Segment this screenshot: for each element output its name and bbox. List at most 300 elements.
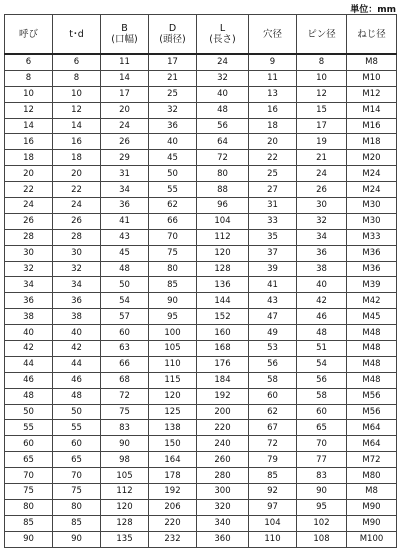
table-cell: 31: [249, 198, 297, 214]
table-cell: M90: [347, 515, 397, 531]
table-cell: 22: [5, 182, 53, 198]
table-cell: 55: [5, 420, 53, 436]
table-cell: 75: [53, 484, 101, 500]
table-row: [5, 86, 397, 102]
table-cell: 12: [297, 86, 347, 102]
table-cell: 38: [53, 309, 101, 325]
table-cell: 24: [53, 198, 101, 214]
table-cell: 24: [101, 118, 149, 134]
table-cell: 45: [101, 245, 149, 261]
table-cell: 8: [53, 70, 101, 86]
table-cell: 80: [197, 166, 249, 182]
table-cell: 176: [197, 356, 249, 372]
table-row: [5, 452, 397, 468]
header-pin-diameter: [297, 15, 347, 55]
table-row: [5, 293, 397, 309]
table-cell: 36: [101, 198, 149, 214]
table-cell: 28: [53, 229, 101, 245]
table-cell: 280: [197, 468, 249, 484]
table-cell: 60: [101, 325, 149, 341]
table-cell: 43: [249, 293, 297, 309]
table-cell: 115: [149, 372, 197, 388]
table-cell: 27: [249, 182, 297, 198]
table-cell: 40: [197, 86, 249, 102]
table-cell: 150: [149, 436, 197, 452]
table-row: [5, 309, 397, 325]
table-cell: 70: [297, 436, 347, 452]
table-cell: 41: [101, 213, 149, 229]
table-cell: 33: [249, 213, 297, 229]
table-cell: M64: [347, 436, 397, 452]
table-cell: 240: [197, 436, 249, 452]
table-cell: 20: [249, 134, 297, 150]
table-row: [5, 213, 397, 229]
table-cell: 70: [5, 468, 53, 484]
table-cell: 75: [5, 484, 53, 500]
table-cell: 16: [53, 134, 101, 150]
table-cell: 50: [5, 404, 53, 420]
table-cell: 18: [53, 150, 101, 166]
table-cell: 160: [197, 325, 249, 341]
table-cell: 85: [149, 277, 197, 293]
table-cell: M20: [347, 150, 397, 166]
table-cell: M10: [347, 70, 397, 86]
table-cell: 14: [5, 118, 53, 134]
table-cell: 34: [5, 277, 53, 293]
table-cell: 300: [197, 484, 249, 500]
table-cell: 42: [5, 341, 53, 357]
table-cell: 80: [53, 499, 101, 515]
table-cell: 64: [197, 134, 249, 150]
table-cell: 55: [53, 420, 101, 436]
table-cell: 48: [101, 261, 149, 277]
table-cell: M33: [347, 229, 397, 245]
table-cell: 47: [249, 309, 297, 325]
table-cell: 60: [53, 436, 101, 452]
table-cell: 40: [297, 277, 347, 293]
table-cell: 206: [149, 499, 197, 515]
table-cell: 56: [297, 372, 347, 388]
table-cell: 20: [5, 166, 53, 182]
table-cell: 90: [149, 293, 197, 309]
table-cell: 53: [249, 341, 297, 357]
table-row: [5, 356, 397, 372]
table-cell: 55: [149, 182, 197, 198]
table-cell: 112: [197, 229, 249, 245]
table-cell: 34: [101, 182, 149, 198]
table-cell: 72: [197, 150, 249, 166]
table-cell: 31: [101, 166, 149, 182]
table-row: [5, 404, 397, 420]
table-cell: 90: [297, 484, 347, 500]
table-cell: 36: [297, 245, 347, 261]
table-cell: M48: [347, 356, 397, 372]
table-cell: 125: [149, 404, 197, 420]
header-sublabel: (口幅): [111, 34, 138, 45]
header-label: 穴径: [262, 28, 282, 40]
table-cell: 136: [197, 277, 249, 293]
table-cell: 152: [197, 309, 249, 325]
table-cell: 43: [101, 229, 149, 245]
table-cell: 108: [297, 531, 347, 547]
table-cell: 9: [249, 54, 297, 70]
table-cell: 32: [297, 213, 347, 229]
table-cell: M36: [347, 245, 397, 261]
table-cell: 42: [297, 293, 347, 309]
table-cell: 62: [249, 404, 297, 420]
table-row: [5, 420, 397, 436]
table-cell: 34: [53, 277, 101, 293]
table-cell: 48: [53, 388, 101, 404]
table-cell: 110: [149, 356, 197, 372]
table-cell: 120: [149, 388, 197, 404]
table-cell: 360: [197, 531, 249, 547]
table-cell: 28: [5, 229, 53, 245]
table-cell: 15: [297, 102, 347, 118]
table-row: [5, 118, 397, 134]
table-cell: 104: [197, 213, 249, 229]
table-cell: 60: [5, 436, 53, 452]
table-cell: 44: [5, 356, 53, 372]
table-cell: 17: [101, 86, 149, 102]
table-cell: 192: [149, 484, 197, 500]
table-cell: 105: [101, 468, 149, 484]
table-cell: 60: [297, 404, 347, 420]
table-cell: 54: [297, 356, 347, 372]
table-cell: 100: [149, 325, 197, 341]
table-cell: 17: [297, 118, 347, 134]
header-d: [149, 15, 197, 55]
table-cell: 66: [101, 356, 149, 372]
table-cell: 36: [53, 293, 101, 309]
table-row: [5, 341, 397, 357]
header-sublabel: (長さ): [209, 34, 236, 45]
table-row: [5, 499, 397, 515]
table-row: [5, 229, 397, 245]
table-cell: M56: [347, 388, 397, 404]
table-cell: 32: [197, 70, 249, 86]
table-cell: 50: [53, 404, 101, 420]
header-label: L: [219, 23, 226, 34]
table-cell: 38: [297, 261, 347, 277]
table-cell: M48: [347, 341, 397, 357]
table-cell: M45: [347, 309, 397, 325]
table-cell: 112: [101, 484, 149, 500]
table-cell: 30: [5, 245, 53, 261]
table-cell: 63: [101, 341, 149, 357]
table-cell: 20: [101, 102, 149, 118]
table-cell: M16: [347, 118, 397, 134]
header-hole-diameter: [249, 15, 297, 55]
table-cell: 104: [249, 515, 297, 531]
table-cell: 144: [197, 293, 249, 309]
table-cell: 17: [149, 54, 197, 70]
table-cell: 30: [297, 198, 347, 214]
table-cell: 50: [101, 277, 149, 293]
table-cell: 41: [249, 277, 297, 293]
table-row: [5, 198, 397, 214]
table-row: [5, 70, 397, 86]
table-cell: 184: [197, 372, 249, 388]
table-cell: 138: [149, 420, 197, 436]
table-row: [5, 166, 397, 182]
table-cell: 16: [5, 134, 53, 150]
table-row: [5, 182, 397, 198]
table-cell: 36: [149, 118, 197, 134]
table-row: [5, 531, 397, 547]
header-sublabel: (頭径): [159, 34, 186, 45]
table-cell: 75: [149, 245, 197, 261]
table-cell: 80: [5, 499, 53, 515]
table-cell: 77: [297, 452, 347, 468]
table-cell: M39: [347, 277, 397, 293]
table-cell: M18: [347, 134, 397, 150]
header-thread-diameter: [347, 15, 397, 55]
table-cell: 97: [249, 499, 297, 515]
header-l: [197, 15, 249, 55]
table-cell: 18: [249, 118, 297, 134]
table-cell: 70: [53, 468, 101, 484]
table-cell: M80: [347, 468, 397, 484]
table-cell: 83: [101, 420, 149, 436]
table-cell: 168: [197, 341, 249, 357]
table-cell: 8: [297, 54, 347, 70]
table-cell: 11: [249, 70, 297, 86]
table-cell: 120: [197, 245, 249, 261]
table-cell: 56: [249, 356, 297, 372]
table-cell: 39: [249, 261, 297, 277]
table-cell: 54: [101, 293, 149, 309]
table-cell: 32: [53, 261, 101, 277]
table-cell: M8: [347, 484, 397, 500]
table-cell: M30: [347, 213, 397, 229]
table-cell: 96: [197, 198, 249, 214]
table-cell: 35: [249, 229, 297, 245]
table-cell: M72: [347, 452, 397, 468]
table-cell: M48: [347, 325, 397, 341]
table-row: [5, 134, 397, 150]
table-cell: 58: [249, 372, 297, 388]
header-b: [101, 15, 149, 55]
table-cell: 44: [53, 356, 101, 372]
header-label: D: [168, 23, 177, 34]
header-nominal: [5, 15, 53, 55]
table-row: [5, 261, 397, 277]
table-cell: 110: [249, 531, 297, 547]
table-cell: 32: [149, 102, 197, 118]
table-cell: 18: [5, 150, 53, 166]
table-cell: M56: [347, 404, 397, 420]
table-cell: 48: [297, 325, 347, 341]
table-cell: 24: [297, 166, 347, 182]
table-cell: 46: [5, 372, 53, 388]
table-row: [5, 54, 397, 70]
table-cell: M24: [347, 166, 397, 182]
table-cell: M12: [347, 86, 397, 102]
table-cell: M36: [347, 261, 397, 277]
dimension-table: [4, 14, 397, 548]
table-row: [5, 436, 397, 452]
table-cell: 232: [149, 531, 197, 547]
table-row: [5, 515, 397, 531]
table-cell: 26: [297, 182, 347, 198]
table-cell: 220: [197, 420, 249, 436]
table-cell: 340: [197, 515, 249, 531]
table-cell: 26: [101, 134, 149, 150]
table-cell: 22: [249, 150, 297, 166]
table-cell: 66: [149, 213, 197, 229]
table-row: [5, 102, 397, 118]
table-cell: 85: [249, 468, 297, 484]
table-cell: 192: [197, 388, 249, 404]
table-cell: 92: [249, 484, 297, 500]
table-header-row: [5, 15, 397, 55]
table-cell: 85: [53, 515, 101, 531]
table-cell: 83: [297, 468, 347, 484]
table-cell: M64: [347, 420, 397, 436]
table-cell: 72: [249, 436, 297, 452]
table-row: [5, 245, 397, 261]
table-cell: 85: [5, 515, 53, 531]
table-cell: M14: [347, 102, 397, 118]
header-label: ねじ径: [357, 28, 386, 40]
table-cell: 88: [197, 182, 249, 198]
table-cell: 10: [297, 70, 347, 86]
table-cell: 13: [249, 86, 297, 102]
table-cell: 90: [5, 531, 53, 547]
table-cell: 14: [53, 118, 101, 134]
table-cell: 45: [149, 150, 197, 166]
table-cell: M8: [347, 54, 397, 70]
table-cell: 79: [249, 452, 297, 468]
table-cell: 40: [5, 325, 53, 341]
table-cell: 68: [101, 372, 149, 388]
table-cell: 10: [5, 86, 53, 102]
table-row: [5, 372, 397, 388]
table-cell: M48: [347, 372, 397, 388]
table-cell: 36: [5, 293, 53, 309]
table-cell: 6: [5, 54, 53, 70]
table-cell: 19: [297, 134, 347, 150]
table-cell: 105: [149, 341, 197, 357]
table-cell: 37: [249, 245, 297, 261]
table-cell: 25: [249, 166, 297, 182]
table-cell: 135: [101, 531, 149, 547]
table-cell: 26: [53, 213, 101, 229]
table-cell: 65: [297, 420, 347, 436]
table-cell: 128: [197, 261, 249, 277]
table-cell: 90: [101, 436, 149, 452]
table-cell: 48: [5, 388, 53, 404]
table-cell: M30: [347, 198, 397, 214]
table-cell: 30: [53, 245, 101, 261]
table-row: [5, 277, 397, 293]
table-cell: 11: [101, 54, 149, 70]
table-row: [5, 484, 397, 500]
table-cell: 57: [101, 309, 149, 325]
unit-label: 単位：mm: [350, 5, 396, 15]
table-cell: 200: [197, 404, 249, 420]
table-cell: 24: [5, 198, 53, 214]
table-cell: 260: [197, 452, 249, 468]
table-cell: 164: [149, 452, 197, 468]
table-cell: 60: [249, 388, 297, 404]
table-cell: M42: [347, 293, 397, 309]
table-body: [5, 54, 397, 547]
table-cell: 51: [297, 341, 347, 357]
table-cell: 102: [297, 515, 347, 531]
table-cell: 80: [149, 261, 197, 277]
table-cell: 10: [53, 86, 101, 102]
table-cell: 46: [297, 309, 347, 325]
table-cell: 56: [197, 118, 249, 134]
table-cell: 40: [53, 325, 101, 341]
table-cell: 62: [149, 198, 197, 214]
table-cell: 12: [5, 102, 53, 118]
table-cell: 67: [249, 420, 297, 436]
table-cell: 6: [53, 54, 101, 70]
header-label: B: [121, 23, 128, 34]
table-cell: 38: [5, 309, 53, 325]
table-cell: 58: [297, 388, 347, 404]
table-cell: 70: [149, 229, 197, 245]
table-cell: 178: [149, 468, 197, 484]
table-cell: 128: [101, 515, 149, 531]
table-cell: M24: [347, 182, 397, 198]
table-cell: 24: [197, 54, 249, 70]
table-cell: 26: [5, 213, 53, 229]
table-cell: 48: [197, 102, 249, 118]
header-label: ピン径: [307, 28, 336, 40]
table-row: [5, 388, 397, 404]
table-cell: 120: [101, 499, 149, 515]
table-cell: 22: [53, 182, 101, 198]
table-cell: 20: [53, 166, 101, 182]
header-label: 呼び: [18, 28, 38, 40]
table-cell: 21: [149, 70, 197, 86]
table-cell: 16: [249, 102, 297, 118]
table-cell: 50: [149, 166, 197, 182]
table-cell: 8: [5, 70, 53, 86]
table-cell: 65: [53, 452, 101, 468]
table-cell: 29: [101, 150, 149, 166]
table-cell: 72: [101, 388, 149, 404]
table-cell: 42: [53, 341, 101, 357]
table-row: [5, 325, 397, 341]
table-cell: 95: [297, 499, 347, 515]
table-row: [5, 150, 397, 166]
table-cell: 98: [101, 452, 149, 468]
table-cell: M100: [347, 531, 397, 547]
header-label: t･d: [69, 28, 84, 40]
table-cell: 75: [101, 404, 149, 420]
table-cell: 95: [149, 309, 197, 325]
table-cell: 34: [297, 229, 347, 245]
header-td: [53, 15, 101, 55]
table-cell: M90: [347, 499, 397, 515]
table-cell: 12: [53, 102, 101, 118]
table-cell: 40: [149, 134, 197, 150]
table-cell: 65: [5, 452, 53, 468]
table-cell: 25: [149, 86, 197, 102]
table-cell: 90: [53, 531, 101, 547]
table-cell: 220: [149, 515, 197, 531]
table-cell: 49: [249, 325, 297, 341]
table-cell: 320: [197, 499, 249, 515]
table-cell: 32: [5, 261, 53, 277]
table-cell: 46: [53, 372, 101, 388]
table-cell: 14: [101, 70, 149, 86]
